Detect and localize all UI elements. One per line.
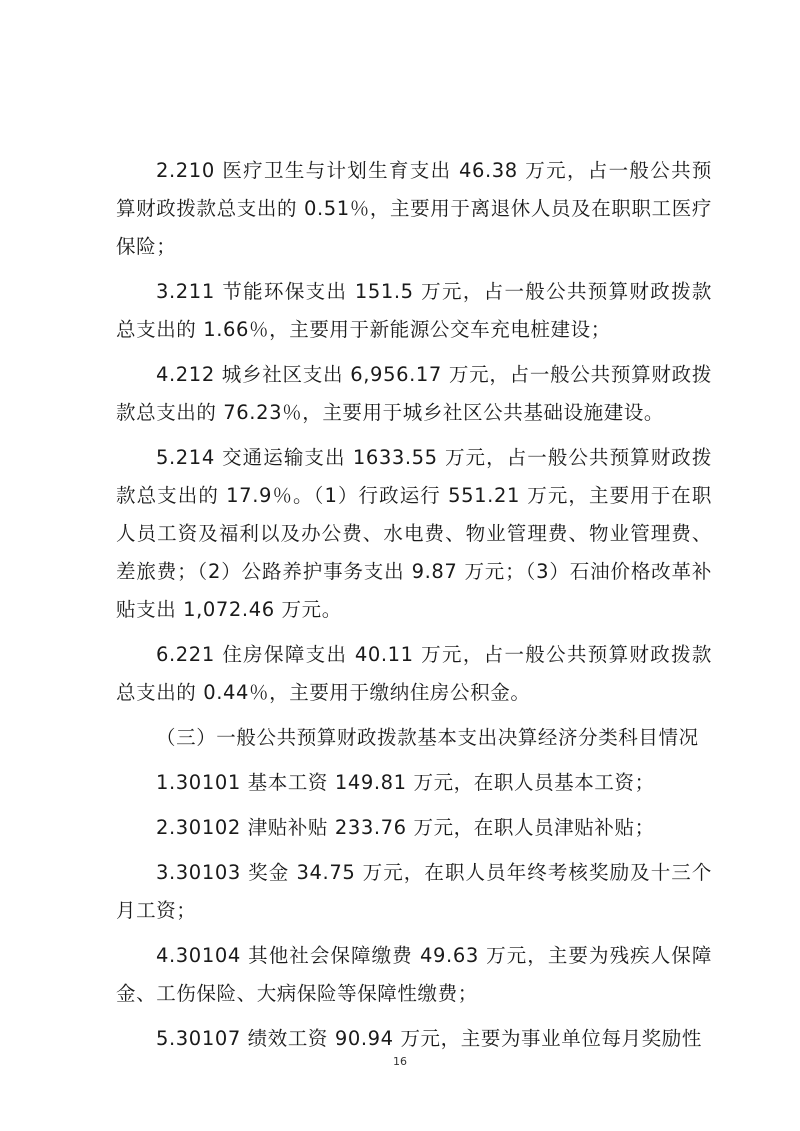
document-body: [116, 152, 712, 1065]
page-number: 16: [393, 1055, 407, 1068]
paragraph-medical-expenditure: 2.210 医疗卫生与计划生育支出 46.38 万元，占一般公共预算财政拨款总支出的 0.51％，主要用于离退休人员及在职职工医疗保险；: [116, 159, 712, 258]
paragraph-basic-salary: 1.30101 基本工资 149.81 万元，在职人员基本工资；: [156, 771, 655, 794]
paragraph-housing-security-expenditure: 6.221 住房保障支出 40.11 万元，占一般公共预算财政拨款总支出的 0.44％，主要用于缴纳住房公积金。: [116, 643, 712, 704]
paragraph-energy-environment-expenditure: 3.211 节能环保支出 151.5 万元，占一般公共预算财政拨款总支出的 1.66％，主要用于新能源公交车充电桩建设；: [116, 280, 712, 341]
paragraph-bonus: 3.30103 奖金 34.75 万元，在职人员年终考核奖励及十三个月工资；: [116, 861, 712, 922]
paragraph-urban-rural-community-expenditure: 4.212 城乡社区支出 6,956.17 万元，占一般公共预算财政拨款总支出的 76.23％，主要用于城乡社区公共基础设施建设。: [116, 363, 712, 424]
section-heading-basic-expenditure: （三）一般公共预算财政拨款基本支出决算经济分类科目情况: [156, 726, 699, 749]
paragraph-performance-salary: 5.30107 绩效工资 90.94 万元，主要为事业单位每月奖励性: [156, 1027, 702, 1050]
paragraph-transportation-expenditure: 5.214 交通运输支出 1633.55 万元，占一般公共预算财政拨款总支出的 17.9％。（1）行政运行 551.21 万元，主要用于在职人员工资及福利以及办公费、水电费、物业管理费、物业管理费、差旅费；（2）公路养护事务支出 9.87 万元；（3）石油价格改革补贴支出 1,072.46 万元。: [116, 446, 712, 621]
paragraph-social-security-payment: 4.30104 其他社会保障缴费 49.63 万元，主要为残疾人保障金、工伤保险、大病保险等保障性缴费；: [116, 944, 712, 1005]
paragraph-allowance-subsidy: 2.30102 津贴补贴 233.76 万元，在职人员津贴补贴；: [156, 816, 655, 839]
